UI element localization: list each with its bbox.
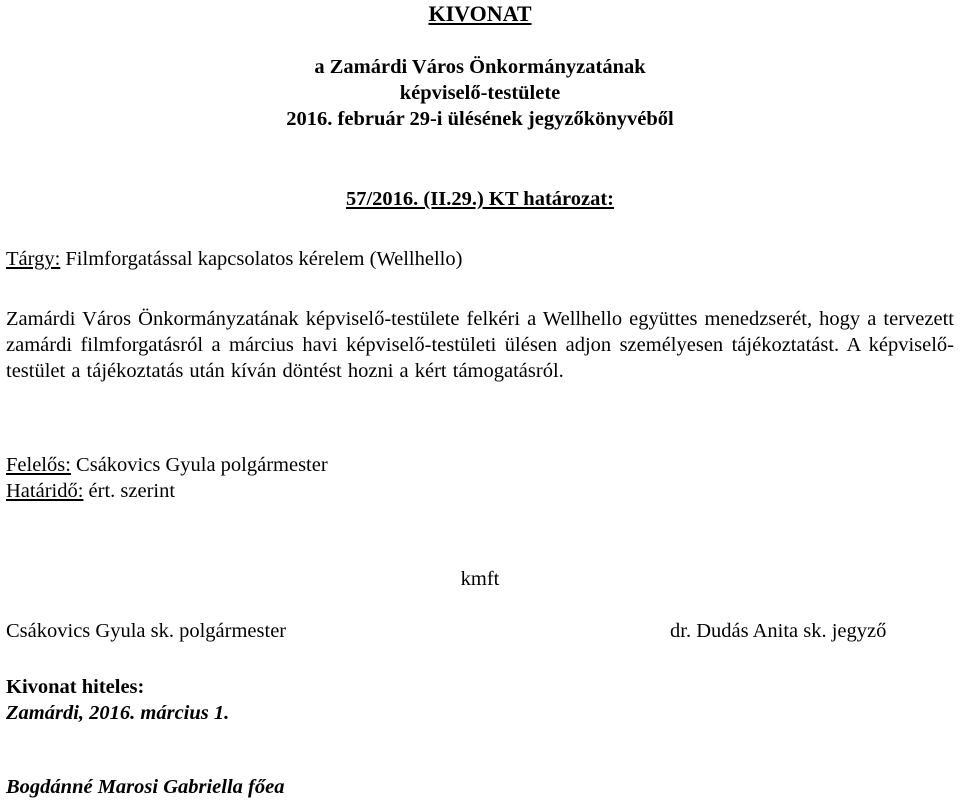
deadline-label: Határidő:: [6, 480, 84, 502]
org-body: képviselő-testülete: [399, 82, 561, 104]
certification-place-date: Zamárdi, 2016. március 1.: [6, 702, 230, 724]
signatory-mayor: Csákovics Gyula sk. polgármester: [6, 620, 287, 642]
meeting-reference: 2016. február 29-i ülésének jegyzőkönyvéből: [286, 108, 674, 130]
signatory-notary: dr. Dudás Anita sk. jegyző: [670, 620, 887, 642]
subject-text: Filmforgatással kapcsolatos kérelem (Wellhello): [60, 248, 463, 270]
subject-label: Tárgy:: [6, 248, 61, 270]
deadline-line: [6, 478, 175, 504]
responsible-line: [6, 452, 328, 478]
resolution-number: 57/2016. (II.29.) KT határozat:: [345, 188, 614, 210]
deadline-text: ért. szerint: [83, 480, 176, 502]
responsible-label: Felelős:: [6, 454, 71, 476]
resolution-body: Zamárdi Város Önkormányzatának képviselő-testülete felkéri a Wellhello együttes menedzserét, hogy a tervezett zamárdi filmforgatásról a március havi képviselő-testületi ülésen adjon személyesen tájékoztatást. A képviselő-testület a tájékoztatás után kíván döntést hozni a kért támogatásról.: [6, 308, 954, 382]
document-title: KIVONAT: [428, 1, 532, 26]
kmft-mark: kmft: [460, 568, 500, 590]
certification-label: Kivonat hiteles:: [6, 676, 145, 698]
responsible-text: Csákovics Gyula polgármester: [70, 454, 328, 476]
certifier-name: Bogdánné Marosi Gabriella főea: [6, 776, 285, 798]
subject-line: [6, 246, 462, 272]
org-name: a Zamárdi Város Önkormányzatának: [314, 56, 646, 78]
